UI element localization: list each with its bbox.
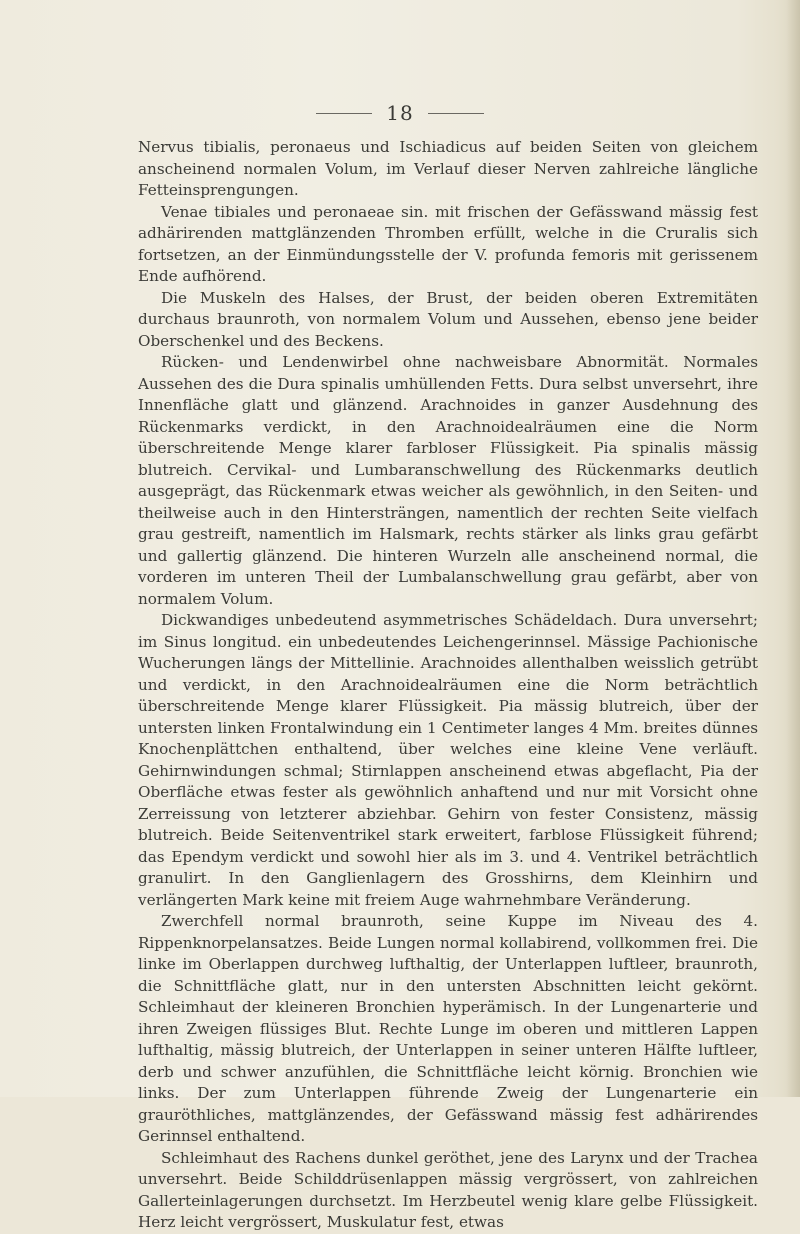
paragraph-skull-brain: Dickwandiges unbedeutend asymmetrisches Schädeldach. Dura unversehrt; im Sinus longitud. ein unbedeutendes Leichengerinnsel. Mässige Pachionische Wucherungen längs der Mittellinie. Arachnoides allenthalben weisslich getrübt und verdickt, in den Arachnoidealräumen eine die Norm beträchtlich überschreitende Menge klarer Flüssigkeit. Pia mässig blutreich, über der untersten linken Frontalwindung ein 1 Centimeter langes 4 Mm. breites dünnes Knochenplättchen enthaltend, über welches eine kleine Vene verläuft. Gehirnwindungen schmal; Stirnlappen anscheinend etwas abgeflacht, Pia der Oberfläche etwas fester als gewöhnlich anhaftend und nur mit Vorsicht ohne Zerreissung von letzterer abziehbar. Gehirn von fester Consistenz, mässig blutreich. Beide Seitenventrikel stark erweitert, farblose Flüssigkeit führend; das Ependym verdickt und sowohl hier als im 3. und 4. Ventrikel beträchtlich granulirt. In den Ganglienlagern des Grosshirns, dem Kleinhirn und verlängerten Mark keine mit freiem Auge wahrnehmbare Veränderung. bbox=[138, 611, 758, 909]
paragraph-throat-heart: Schleimhaut des Rachens dunkel geröthet, jene des Larynx und der Trachea unversehrt. Beide Schilddrüsenlappen mässig vergrössert, von zahlreichen Gallerteinlagerungen durchsetzt. Im Herzbeutel wenig klare gelbe Flüssigkeit. Herz leicht vergrössert, Muskulatur fest, etwas bbox=[138, 1148, 758, 1231]
paragraph-lungs: Zwerchfell normal braunroth, seine Kuppe im Niveau des 4. Rippenknorpelansatzes. Beide Lungen normal kollabirend, vollkommen frei. Die linke im Oberlappen durchweg lufthaltig, der Unterlappen luftleer, braunroth, die Schnittfläche glatt, nur in den untersten Abschnitten leicht gekörnt. Schleimhaut der kleineren Bronchien hyperämisch. In der Lungenarterie und ihren Zweigen flüssiges Blut. Rechte Lunge im oberen und mittleren Lappen lufthaltig, mässig blutreich, der Unterlappen in seiner unteren Hälfte luftleer, derb und schwer anzufühlen, die Schnittfläche leicht körnig. Bronchien wie links. Der zum Unterlappen führende Zweig der Lungenarterie ein grauröthliches, mattglänzendes, der Gefässwand mässig fest adhärirendes Gerinnsel enthaltend. bbox=[138, 912, 758, 1145]
page-edge-shadow bbox=[786, 0, 800, 1097]
body-text bbox=[138, 137, 758, 1234]
paragraph-spine: Rücken- und Lendenwirbel ohne nachweisbare Abnormität. Normales Aussehen des die Dura spinalis umhüllenden Fetts. Dura selbst unversehrt, ihre Innenfläche glatt und glänzend. Arachnoides in ganzer Ausdehnung des Rückenmarks verdickt, in den Arachnoidealräumen eine die Norm überschreitende Menge klarer farbloser Flüssigkeit. Pia spinalis mässig blutreich. Cervikal- und Lumbaranschwellung des Rückenmarks deutlich ausgeprägt, das Rückenmark etwas weicher als gewöhnlich, in den Seiten- und theilweise auch in den Hintersträngen, namentlich der rechten Seite vielfach grau gestreift, namentlich im Halsmark, rechts stärker als links grau gefärbt und gallertig glänzend. Die hinteren Wurzeln alle anscheinend normal, die vorderen im unteren Theil der Lumbalanschwellung grau gefärbt, aber von normalem Volum. bbox=[138, 353, 758, 608]
page-number-text: 18 bbox=[372, 101, 427, 125]
page-number bbox=[0, 101, 800, 125]
paragraph-veins: Venae tibiales und peronaeae sin. mit frischen der Gefässwand mässig fest adhärirenden mattglänzenden Thromben erfüllt, welche in die Cruralis sich fortsetzen, an der Einmündungsstelle der V. profunda femoris mit gerissenem Ende aufhörend. bbox=[138, 202, 758, 285]
paragraph-nerves: Nervus tibialis, peronaeus und Ischiadicus auf beiden Seiten von gleichem anscheinend normalen Volum, im Verlauf dieser Nerven zahlreiche längliche Fetteinsprengungen. bbox=[138, 138, 758, 199]
paragraph-muscles: Die Muskeln des Halses, der Brust, der beiden oberen Extremitäten durchaus braunroth, von normalem Volum und Aussehen, ebenso jene beider Oberschenkel und des Beckens. bbox=[138, 288, 758, 350]
